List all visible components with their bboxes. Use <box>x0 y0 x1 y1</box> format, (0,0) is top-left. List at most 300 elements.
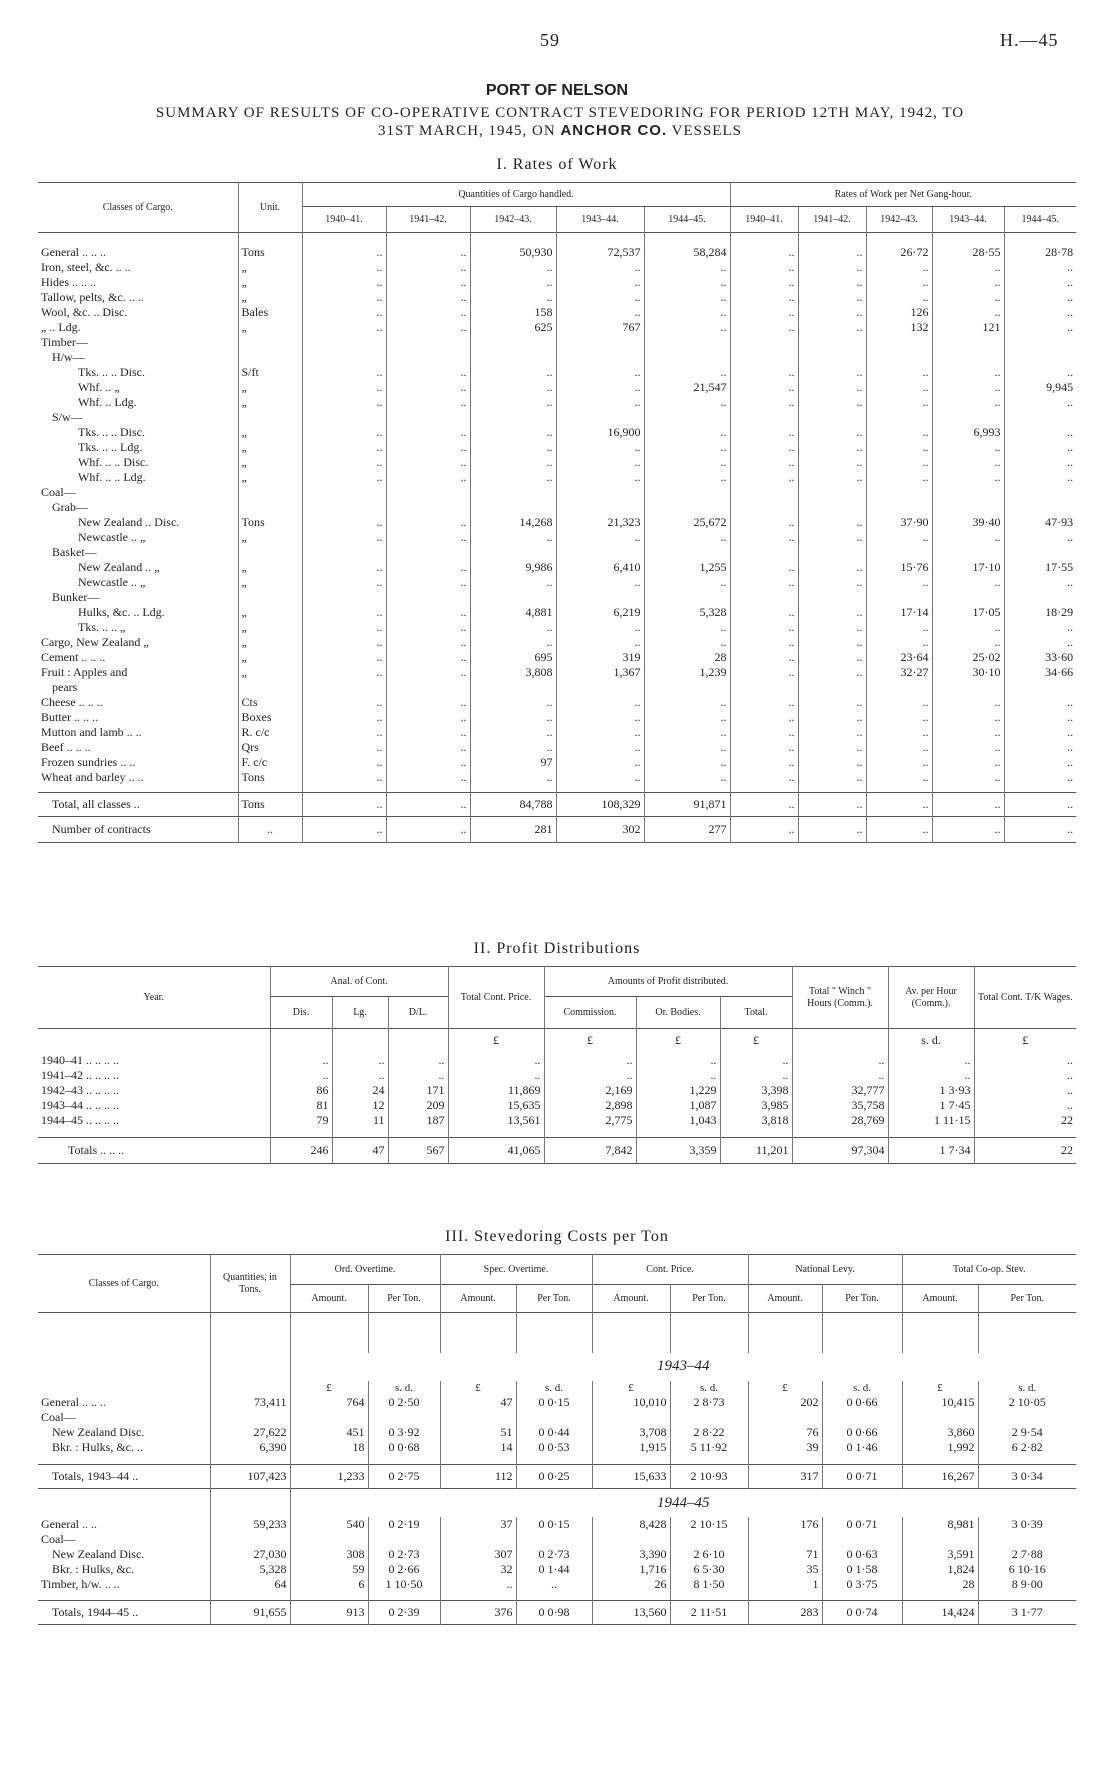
spacer-cell <box>210 1592 290 1600</box>
table-row <box>38 560 1076 575</box>
spacer-cell <box>730 785 798 793</box>
per-ton: 0 0·25 <box>516 1465 592 1489</box>
per-ton: 0 2·66 <box>368 1562 440 1577</box>
quantity: .. <box>386 560 470 575</box>
quantity: .. <box>302 620 386 635</box>
col-spec-overtime: Spec. Overtime. <box>440 1255 592 1285</box>
amount: 308 <box>290 1547 368 1562</box>
rate: 126 <box>866 305 932 320</box>
unit <box>238 350 302 365</box>
cell-hours: 32,777 <box>792 1083 888 1098</box>
per-ton: 8 1·50 <box>670 1577 748 1592</box>
col-lg: Lg. <box>332 997 388 1029</box>
quantity <box>386 335 470 350</box>
rate: .. <box>1067 319 1074 334</box>
cargo-class: Tks. .. .. „ <box>38 620 238 635</box>
cargo-class: Whf. .. .. Disc. <box>38 455 238 470</box>
quantity: 97 <box>470 755 556 770</box>
spacer-cell <box>888 1128 974 1138</box>
rate: .. <box>932 260 1004 275</box>
quantity: .. <box>556 710 644 725</box>
cell-total: 3,985 <box>720 1098 792 1113</box>
rate: .. <box>730 695 798 710</box>
cargo-class: Number of contracts <box>38 817 238 843</box>
amount <box>902 1532 978 1547</box>
unit: „ <box>238 260 302 275</box>
rate: .. <box>798 755 866 770</box>
unit: „ <box>238 530 302 545</box>
quantity: .. <box>386 740 470 755</box>
rate: .. <box>798 793 866 817</box>
cargo-class: Cargo, New Zealand „ <box>38 635 238 650</box>
spacer-cell <box>730 233 798 245</box>
quantity: .. <box>302 245 386 260</box>
quantity <box>302 485 386 500</box>
spacer-cell <box>238 785 302 793</box>
table-row <box>38 665 1076 680</box>
per-ton: 6 10·16 <box>1008 1562 1046 1576</box>
rate: .. <box>866 817 932 843</box>
unit: Bales <box>238 305 302 320</box>
cargo-class: „ .. Ldg. <box>38 320 238 335</box>
table-row <box>38 1517 1076 1532</box>
quantity <box>386 545 470 560</box>
rate: .. <box>798 365 866 380</box>
quantity: .. <box>386 380 470 395</box>
totals-row <box>38 1465 1076 1489</box>
spacer-cell <box>978 1592 1076 1600</box>
amount: 317 <box>748 1465 822 1489</box>
quantity: .. <box>556 725 644 740</box>
spacer-cell <box>368 1592 440 1600</box>
cell-price: .. <box>448 1053 544 1068</box>
rate: 39·40 <box>932 515 1004 530</box>
units-cell <box>270 1029 332 1053</box>
spacer-cell <box>210 1353 290 1381</box>
quantity-tons: 59,233 <box>210 1517 290 1532</box>
spacer-cell <box>1004 785 1076 793</box>
spacer-cell <box>644 785 730 793</box>
rate: .. <box>1067 364 1074 379</box>
unit: „ <box>238 575 302 590</box>
rate: 17·55 <box>1045 559 1074 574</box>
spacer-cell <box>448 1128 544 1138</box>
rate: 33·60 <box>1045 649 1074 664</box>
table-row <box>38 350 1076 365</box>
per-ton: 0 0·63 <box>822 1547 902 1562</box>
quantity: .. <box>386 275 470 290</box>
amount: 1 <box>748 1577 822 1592</box>
totals-row <box>38 1138 1076 1164</box>
quantity: .. <box>302 650 386 665</box>
per-ton <box>978 1532 1076 1547</box>
cell-price: .. <box>448 1068 544 1083</box>
cell-av: 1 3·93 <box>888 1083 974 1098</box>
rate <box>798 500 866 515</box>
cargo-class: Beef .. .. .. <box>38 740 238 755</box>
rate: .. <box>798 290 866 305</box>
rate: .. <box>798 635 866 650</box>
unit: Tons <box>238 515 302 530</box>
rate <box>1004 680 1076 695</box>
spacer-cell <box>556 233 644 245</box>
quantity: .. <box>644 455 730 470</box>
rate: .. <box>798 245 866 260</box>
cargo-class: Wheat and barley .. .. <box>38 770 238 785</box>
cell-lg: 24 <box>332 1083 388 1098</box>
spacer-cell <box>636 1128 720 1138</box>
quantity: .. <box>644 725 730 740</box>
quantity: .. <box>470 365 556 380</box>
per-ton: 0 2·73 <box>368 1547 440 1562</box>
profit-distributions-table <box>38 966 1076 1164</box>
unit: „ <box>238 635 302 650</box>
quantity: .. <box>556 290 644 305</box>
quantity: 91,871 <box>644 793 730 817</box>
table-row <box>38 710 1076 725</box>
col-rate-year: 1943–44. <box>932 207 1004 233</box>
rate: .. <box>730 817 798 843</box>
quantity: .. <box>556 575 644 590</box>
table-row <box>38 1068 1076 1083</box>
rate: 132 <box>866 320 932 335</box>
spacer-row <box>38 1455 1076 1465</box>
quantity: .. <box>470 635 556 650</box>
quantity: .. <box>556 275 644 290</box>
quantity: .. <box>386 305 470 320</box>
units-cell: s. d. <box>516 1381 592 1395</box>
rate: .. <box>730 605 798 620</box>
quantity <box>470 410 556 425</box>
rate <box>730 410 798 425</box>
spacer-cell <box>302 785 386 793</box>
cell-wages: 22 <box>1061 1143 1074 1157</box>
spacer-cell <box>440 1592 516 1600</box>
units-cell <box>388 1029 448 1053</box>
table-row <box>38 605 1076 620</box>
spacer-cell <box>290 1592 368 1600</box>
per-ton: 2 8·73 <box>670 1395 748 1410</box>
cargo-class: Wool, &c. .. Disc. <box>38 305 238 320</box>
cell-dis: .. <box>270 1068 332 1083</box>
cargo-class: New Zealand Disc. <box>38 1425 210 1440</box>
rate: .. <box>798 725 866 740</box>
quantity: .. <box>644 305 730 320</box>
quantity <box>302 680 386 695</box>
cell-hours: 97,304 <box>792 1138 888 1164</box>
cell-hours: 28,769 <box>792 1113 888 1128</box>
table-row <box>38 590 1076 605</box>
rate: .. <box>1067 574 1074 589</box>
cell-dl: 567 <box>388 1138 448 1164</box>
amount: 51 <box>440 1425 516 1440</box>
table-row <box>38 1532 1076 1547</box>
col-amount: Amount. <box>592 1285 670 1313</box>
cargo-class: Tks. .. .. Disc. <box>38 365 238 380</box>
per-ton: 0 0·71 <box>822 1465 902 1489</box>
amount: 913 <box>290 1600 368 1624</box>
cell-dl: .. <box>388 1053 448 1068</box>
totals-row <box>38 1600 1076 1624</box>
rate <box>866 545 932 560</box>
per-ton: 0 2·73 <box>516 1547 592 1562</box>
rate <box>866 335 932 350</box>
rate: 28·78 <box>1045 244 1074 259</box>
col-per-ton: Per Ton. <box>670 1285 748 1313</box>
rate: .. <box>798 620 866 635</box>
spacer-cell <box>978 1313 1076 1353</box>
spacer-cell <box>38 1455 210 1465</box>
quantity: .. <box>302 755 386 770</box>
cargo-class: Tallow, pelts, &c. .. .. <box>38 290 238 305</box>
quantity: .. <box>556 365 644 380</box>
cell-total: 3,398 <box>720 1083 792 1098</box>
quantity: .. <box>302 725 386 740</box>
amount: 3,591 <box>902 1547 978 1562</box>
col-amount: Amount. <box>748 1285 822 1313</box>
cell-wages: .. <box>1067 1067 1074 1082</box>
table-row <box>38 305 1076 320</box>
col-qty-year: 1943–44. <box>556 207 644 233</box>
quantity: .. <box>470 380 556 395</box>
cell-dl: .. <box>388 1068 448 1083</box>
rate <box>1004 545 1076 560</box>
quantity: .. <box>386 515 470 530</box>
rate: 34·66 <box>1045 664 1074 679</box>
col-winch-hours: Total " Winch " Hours (Comm.). <box>792 967 888 1029</box>
quantity: .. <box>470 740 556 755</box>
quantity <box>470 500 556 515</box>
quantity: 28 <box>644 650 730 665</box>
per-ton: 2 10·05 <box>1008 1394 1046 1409</box>
quantity: .. <box>644 290 730 305</box>
quantity-tons: 27,030 <box>210 1547 290 1562</box>
cell-price: 11,869 <box>448 1083 544 1098</box>
cargo-class: Iron, steel, &c. .. .. <box>38 260 238 275</box>
quantity <box>644 350 730 365</box>
cell-price: 41,065 <box>448 1138 544 1164</box>
quantity: 3,808 <box>470 665 556 680</box>
rate: 32·27 <box>866 665 932 680</box>
quantity: 84,788 <box>470 793 556 817</box>
amount: 1,233 <box>290 1465 368 1489</box>
quantity: .. <box>644 620 730 635</box>
quantity: .. <box>644 755 730 770</box>
amount: 1,915 <box>592 1440 670 1455</box>
cargo-class: Whf. .. Ldg. <box>38 395 238 410</box>
quantity: .. <box>644 710 730 725</box>
per-ton: 0 1·44 <box>516 1562 592 1577</box>
quantity: .. <box>302 740 386 755</box>
per-ton: 2 9·54 <box>1011 1424 1043 1439</box>
quantity: 158 <box>470 305 556 320</box>
table-row <box>38 575 1076 590</box>
quantity: .. <box>386 755 470 770</box>
quantity: 319 <box>556 650 644 665</box>
table-row <box>38 395 1076 410</box>
amount: 3,390 <box>592 1547 670 1562</box>
amount: 8,428 <box>592 1517 670 1532</box>
rate: .. <box>866 425 932 440</box>
amount <box>748 1410 822 1425</box>
unit: Tons <box>238 770 302 785</box>
spacer-cell <box>516 1592 592 1600</box>
quantity <box>302 335 386 350</box>
cell-orb: 1,043 <box>636 1113 720 1128</box>
per-ton: 0 3·92 <box>368 1425 440 1440</box>
rate: .. <box>932 395 1004 410</box>
unit <box>238 410 302 425</box>
rate: 17·14 <box>866 605 932 620</box>
section-3-title: III. Stevedoring Costs per Ton <box>445 1228 669 1245</box>
amount <box>748 1532 822 1547</box>
quantity: 58,284 <box>644 245 730 260</box>
col-rates-group: Rates of Work per Net Gang-hour. <box>730 183 1076 207</box>
unit <box>238 500 302 515</box>
rate <box>730 335 798 350</box>
quantity: .. <box>386 425 470 440</box>
col-profit-total: Total. <box>720 997 792 1029</box>
rate: .. <box>866 770 932 785</box>
rate: .. <box>798 575 866 590</box>
cell-hours: 35,758 <box>792 1098 888 1113</box>
rate <box>866 590 932 605</box>
quantity: .. <box>302 793 386 817</box>
unit: „ <box>238 440 302 455</box>
table-row <box>38 1053 1076 1068</box>
rate: .. <box>932 620 1004 635</box>
spacer-row <box>38 1313 1076 1353</box>
rate: .. <box>866 275 932 290</box>
table-row <box>38 1113 1076 1128</box>
quantity <box>644 545 730 560</box>
quantity: .. <box>644 695 730 710</box>
cargo-class: Timber— <box>38 335 238 350</box>
spacer-cell <box>516 1455 592 1465</box>
cargo-class: General .. .. .. <box>38 1395 210 1410</box>
per-ton <box>516 1532 592 1547</box>
spacer-cell <box>644 233 730 245</box>
quantity: .. <box>302 425 386 440</box>
quantity: .. <box>556 740 644 755</box>
rate: 23·64 <box>866 650 932 665</box>
quantity: 302 <box>556 817 644 843</box>
spacer-row <box>38 1128 1076 1138</box>
table-row <box>38 1547 1076 1562</box>
amount: 35 <box>748 1562 822 1577</box>
year: 1940–41 .. .. .. .. <box>38 1053 270 1068</box>
cell-dis: 79 <box>270 1113 332 1128</box>
col-per-ton: Per Ton. <box>516 1285 592 1313</box>
rate: .. <box>798 665 866 680</box>
rate: .. <box>730 380 798 395</box>
rate <box>932 335 1004 350</box>
amount: 39 <box>748 1440 822 1455</box>
quantity: .. <box>470 395 556 410</box>
units-cell: £ <box>544 1029 636 1053</box>
rate: .. <box>932 365 1004 380</box>
rate: .. <box>730 515 798 530</box>
units-cell <box>332 1029 388 1053</box>
unit <box>238 485 302 500</box>
amount: 283 <box>748 1600 822 1624</box>
rate: .. <box>1067 797 1074 811</box>
table-row <box>38 365 1076 380</box>
per-ton: 0 1·46 <box>822 1440 902 1455</box>
amount <box>592 1410 670 1425</box>
spacer-cell <box>38 785 238 793</box>
per-ton: 0 2·39 <box>368 1600 440 1624</box>
spacer-cell <box>386 233 470 245</box>
rate <box>1004 485 1076 500</box>
per-ton: 6 2·82 <box>1011 1439 1043 1454</box>
cargo-class: Tks. .. .. Disc. <box>38 425 238 440</box>
amount: 764 <box>290 1395 368 1410</box>
cell-lg: .. <box>332 1053 388 1068</box>
col-unit: Unit. <box>238 183 302 233</box>
rate <box>866 350 932 365</box>
per-ton: 2 7·88 <box>1011 1547 1043 1561</box>
table-row <box>38 425 1076 440</box>
quantity: .. <box>556 755 644 770</box>
amount: 13,560 <box>592 1600 670 1624</box>
cargo-class: Frozen sundries .. .. <box>38 755 238 770</box>
rate: .. <box>1067 709 1074 724</box>
rate: .. <box>1067 394 1074 409</box>
amount: .. <box>440 1577 516 1592</box>
quantity: .. <box>386 470 470 485</box>
amount: 307 <box>440 1547 516 1562</box>
unit: Boxes <box>238 710 302 725</box>
spacer-cell <box>238 233 302 245</box>
spacer-cell <box>332 1128 388 1138</box>
rate: .. <box>932 440 1004 455</box>
quantity: .. <box>302 665 386 680</box>
quantity: 6,219 <box>556 605 644 620</box>
cell-dis: 86 <box>270 1083 332 1098</box>
spacer-cell <box>290 1313 368 1353</box>
spacer-cell <box>556 785 644 793</box>
rate: .. <box>1067 289 1074 304</box>
quantity: .. <box>470 770 556 785</box>
units-cell: £ <box>1022 1033 1029 1048</box>
col-rate-year: 1944–45. <box>1021 213 1060 225</box>
per-ton <box>670 1410 748 1425</box>
rate: .. <box>730 290 798 305</box>
cell-total: 11,201 <box>720 1138 792 1164</box>
quantity: .. <box>302 275 386 290</box>
quantity <box>556 335 644 350</box>
units-cell: £ <box>902 1381 978 1395</box>
unit: „ <box>238 290 302 305</box>
quantity: .. <box>386 290 470 305</box>
rate <box>932 680 1004 695</box>
year: 1941–42 .. .. .. .. <box>38 1068 270 1083</box>
rate: 26·72 <box>866 245 932 260</box>
rate <box>730 485 798 500</box>
quantity: .. <box>644 770 730 785</box>
quantity: .. <box>644 635 730 650</box>
quantity: .. <box>302 530 386 545</box>
quantity: .. <box>644 425 730 440</box>
rate: .. <box>866 290 932 305</box>
amount: 3,860 <box>902 1425 978 1440</box>
spacer-cell <box>822 1313 902 1353</box>
quantity <box>556 350 644 365</box>
quantity: .. <box>644 365 730 380</box>
rate: .. <box>798 560 866 575</box>
col-tk-wages: Total Cont. T/K Wages. <box>974 967 1076 1029</box>
